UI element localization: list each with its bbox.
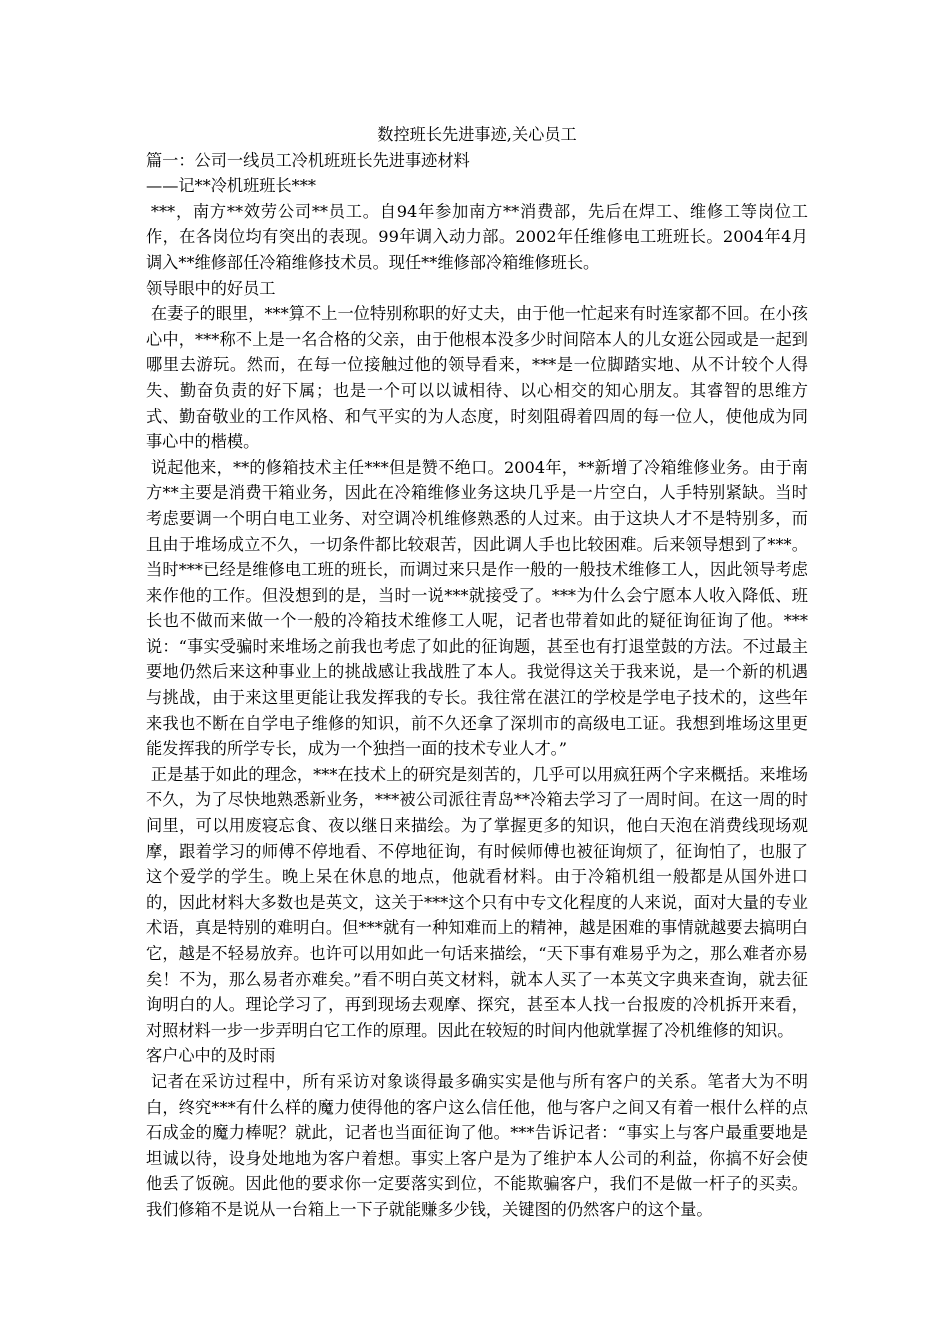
paragraph-wife-child: 在妻子的眼里，***算不上一位特别称职的好丈夫，由于他一忙起来有时连家都不回。在小孩心中，***称不上是一名合格的父亲，由于他根本没多少时间陪本人的儿女逛公园或是一起到哪里去游玩。然而，在每一位接触过他的领导看来，***是一位脚踏实地、从不计较个人得失、勤奋负责的好下属；也是一个可以以诚相待、以心相交的知心朋友。其睿智的思维方式、勤奋敬业的工作风格、和气平实的为人态度，时刻阻碍着四周的每一位人，使他成为同事心中的楷模。: [146, 304, 808, 452]
section-heading-leader-view: 领导眼中的好员工: [146, 278, 276, 298]
paragraph-customers: 记者在采访过程中，所有采访对象谈得最多确实实是他与所有客户的关系。笔者大为不明白，终究***有什么样的魔力使得他的客户这么信任他，他与客户之间又有着一根什么样的点石成金的魔力棒呢？就此，记者也当面征询了他。***告诉记者：“事实上与客户最重要地是坦诚以待，设身处地地为客户着想。事实上客户是为了维护本人公司的利益，你搞不好会使他丢了饭碗。因此他的要求你一定要落实到位，不能欺骗客户，我们不是做一杆子的买卖。我们修箱不是说从一台箱上一下子就能赚多少钱，关键图的仍然客户的这个量。: [146, 1071, 808, 1219]
paragraph-study: 正是基于如此的理念，***在技术上的研究是刻苦的，几乎可以用疯狂两个字来概括。来堆场不久，为了尽快地熟悉新业务，***被公司派往青岛**冷箱去学习了一周时间。在这一周的时间里，可以用废寝忘食、夜以继日来描绘。为了掌握更多的知识，他白天泡在消费线现场观摩，跟着学习的师傅不停地看、不停地征询，有时候师傅也被征询烦了，征询怕了，也服了这个爱学的学生。晚上呆在休息的地点，他就看材料。由于冷箱机组一般都是从国外进口的，因此材料大多数也是英文，这关于***这个只有中专文化程度的人来说，面对大量的专业术语，真是特别的难明白。但***就有一种知难而上的精神，越是困难的事情就越要去搞明白它，越是不轻易放弃。也许可以用如此一句话来描绘，“天下事有难易乎为之，那么难者亦易矣！不为，那么易者亦难矣。”看不明白英文材料，就本人买了一本英文字典来查询，就去征询明白的人。理论学习了，再到现场去观摩、探究，甚至本人找一台报废的冷机拆开来看，对照材料一步一步弄明白它工作的原理。因此在较短的时间内他就掌握了冷机维修的知识。: [146, 764, 808, 1040]
paragraph-intro: ***，南方**效劳公司**员工。自94年参加南方**消费部，先后在焊工、维修工等岗位工作，在各岗位均有突出的表现。99年调入动力部。2002年任维修电工班班长。2004年4月调入**维修部任冷箱维修技术员。现任**维修部冷箱维修班长。: [146, 201, 808, 272]
paragraph-transfer: 说起他来，**的修箱技术主任***但是赞不绝口。2004年，**新增了冷箱维修业务。由于南方**主要是消费干箱业务，因此在冷箱维修业务这块几乎是一片空白，人手特别紧缺。当时考虑要调一个明白电工业务、对空调冷机维修熟悉的人过来。由于这块人才不是特别多，而且由于堆场成立不久，一切条件都比较艰苦，因此调人手也比较困难。后来领导想到了***。当时***已经是维修电工班的班长，而调过来只是作一般的一般技术维修工人，因此领导考虑来作他的工作。但没想到的是，当时一说***就接受了。***为什么会宁愿本人收入降低、班长也不做而来做一个一般的冷箱技术维修工人呢，记者也带着如此的疑征询征询了他。***说：“事实受骗时来堆场之前我也考虑了如此的征询题，甚至也有打退堂鼓的方法。不过最主要地仍然后来这种事业上的挑战感让我战胜了本人。我觉得这关于我来说，是一个新的机遇与挑战，由于来这里更能让我发挥我的专长。我往常在湛江的学校是学电子技术的，这些年来我也不断在自学电子维修的知识，前不久还拿了深圳市的高级电工证。我想到堆场这里更能发挥我的所学专长，成为一个独挡一面的技术专业人才。”: [146, 457, 808, 759]
heading-subtitle: ——记**冷机班班长***: [146, 176, 316, 196]
document-title: 数控班长先进事迹,关心员工: [377, 125, 577, 144]
section-heading-customer-view: 客户心中的及时雨: [146, 1046, 276, 1066]
document-page: [146, 122, 808, 1223]
heading-article-one: 篇一：公司一线员工冷机班班长先进事迹材料: [146, 150, 470, 170]
